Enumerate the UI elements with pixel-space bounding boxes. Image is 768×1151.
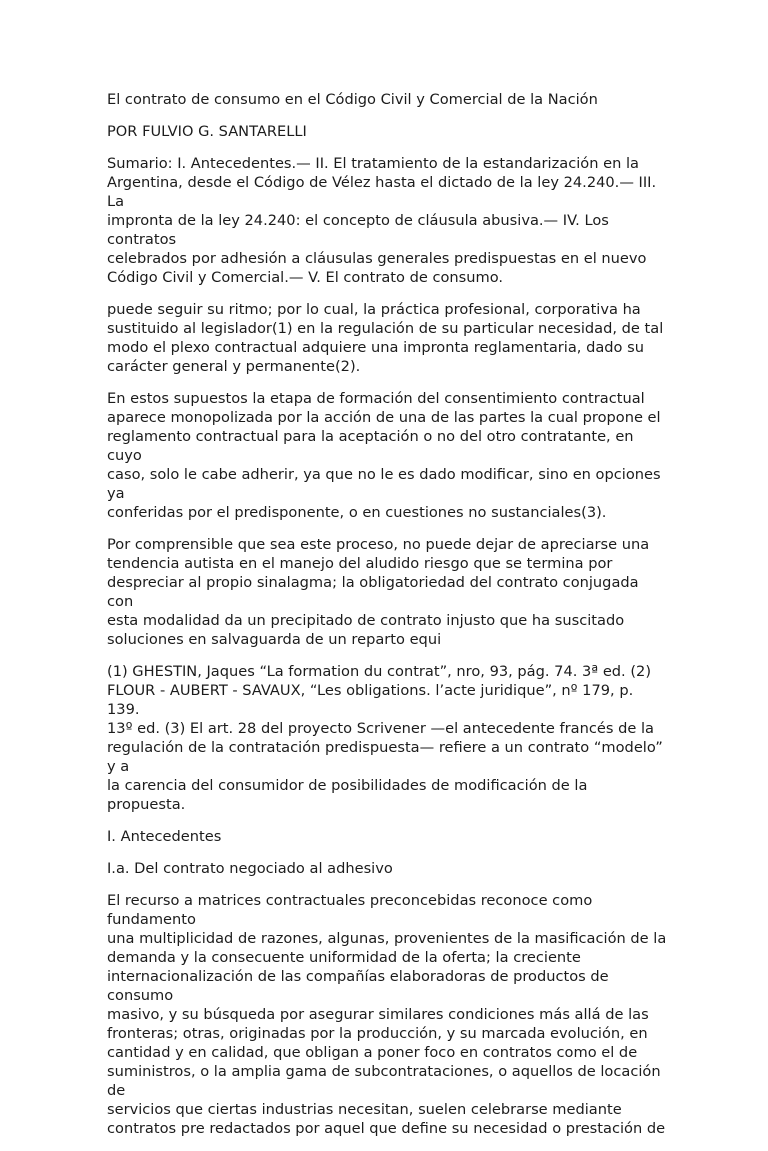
document-author: POR FULVIO G. SANTARELLI <box>107 123 307 140</box>
footnotes-paragraph: (1) GHESTIN, Jaques “La formation du contrat”, nro, 93, pág. 74. 3ª ed. (2) FLOUR - AUBERT - SAVAUX, “Les obligations. l’acte juridique”, nº 179, p. 139. 13º ed. (3) El art. 28 del proyecto Scrivener —el antecedente francés de la regulación de la contratación predispuesta— refiere a un contrato “modelo” y a la carencia del consumidor de posibilidades de modificación de la propuesta. <box>107 663 663 813</box>
body-paragraph: En estos supuestos la etapa de formación del consentimiento contractual aparece monopolizada por la acción de una de las partes la cual propone el reglamento contractual para la aceptación o no del otro contratante, en cuyo caso, solo le cabe adherir, ya que no le es dado modificar, sino en opciones ya conferidas por el predisponente, o en cuestiones no sustanciales(3). <box>107 390 661 521</box>
document-page <box>107 90 667 1151</box>
body-paragraph: Por comprensible que sea este proceso, no puede dejar de apreciarse una tendencia autista en el manejo del aludido riesgo que se termina por despreciar al propio sinalagma; la obligatoriedad del contrato conjugada con esta modalidad da un precipitado de contrato injusto que ha suscitado soluciones en salvaguarda de un reparto equi <box>107 536 650 648</box>
summary-paragraph: Sumario: I. Antecedentes.— II. El tratamiento de la estandarización en la Argentina, desde el Código de Vélez hasta el dictado de la ley 24.240.— III. La impronta de la ley 24.240: el concepto de cláusula abusiva.— IV. Los contratos celebrados por adhesión a cláusulas generales predispuestas en el nuevo Código Civil y Comercial.— V. El contrato de consumo. <box>107 155 657 286</box>
subsection-heading: I.a. Del contrato negociado al adhesivo <box>107 860 393 877</box>
section-heading: I. Antecedentes <box>107 828 222 845</box>
body-paragraph: El recurso a matrices contractuales preconcebidas reconoce como fundamento una multiplicidad de razones, algunas, provenientes de la masificación de la demanda y la consecuente uniformidad de la oferta; la creciente internacionalización de las compañías elaboradoras de productos de consumo masivo, y su búsqueda por asegurar similares condiciones más allá de las fronteras; otras, originadas por la producción, y su marcada evolución, en cantidad y en calidad, que obligan a poner foco en contratos como el de suministros, o la amplia gama de subcontrataciones, o aquellos de locación de servicios que ciertas industrias necesitan, suelen celebrarse mediante contratos pre redactados por aquel que define su necesidad o prestación de <box>107 892 667 1137</box>
body-paragraph: puede seguir su ritmo; por lo cual, la práctica profesional, corporativa ha sustituido al legislador(1) en la regulación de su particular necesidad, de tal modo el plexo contractual adquiere una impronta reglamentaria, dado su carácter general y permanente(2). <box>107 301 664 375</box>
document-title: El contrato de consumo en el Código Civil y Comercial de la Nación <box>107 91 598 108</box>
